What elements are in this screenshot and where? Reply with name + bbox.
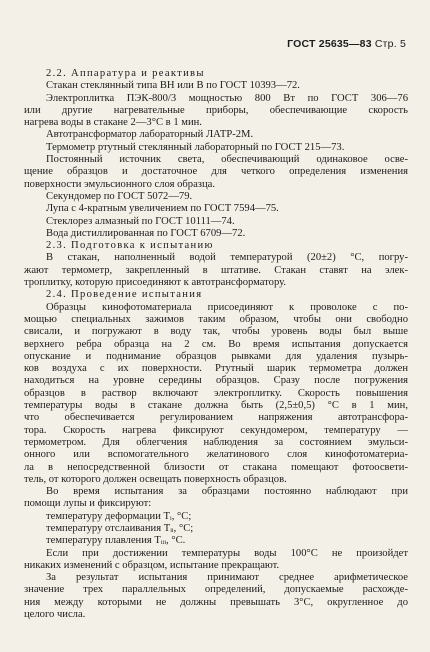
page-number: Стр. 5 <box>374 38 406 50</box>
text-line: находиться на уровне середины образцов. Сразу после погружения <box>24 375 408 387</box>
text-line: Если при достижении температуры воды 100°С не произойдет <box>46 547 408 559</box>
text-line: Во время испытания за образцами постоянно наблюдают при <box>46 486 408 498</box>
text-line: тель, от которого должен освещать поверхность образцов. <box>24 473 287 485</box>
text-line: что обеспечивается регулированием напряжения автотрансфорa- <box>24 412 408 424</box>
text-line: свисали, и погружают в воду так, чтобы уровень воды был выше <box>24 326 408 338</box>
text-line: мощью специальных зажимов таким образом, чтобы они свободно <box>24 313 408 325</box>
text-line: щение образцов и достаточное для четкого определения изменения <box>24 166 408 178</box>
page-header <box>287 38 406 50</box>
text-line: жают термометр, закрепленный в штативе. Стакан ставят на элек- <box>24 264 408 276</box>
text-line: Электроплитка ПЭК-800/3 мощностью 800 Вт по ГОСТ 306—76 <box>46 92 408 104</box>
text-line: температуры воды в стакане должна быть (2,5±0,5) °С в 1 мин, <box>24 400 408 412</box>
text-line: верхнего ребра образца на 2 см. Во время испытания допускается <box>24 338 408 350</box>
text-line: В стакан, наполненный водой температурой (20±2) °С, погру- <box>46 252 408 264</box>
text-line: онного или вспомогательного желатинового слоя кинофотоматериа- <box>24 449 408 461</box>
text-line: троплитку, которую присоединяют к автотрансформатору. <box>24 277 287 289</box>
text-line: Автотрансформатор лабораторный ЛАТР-2М. <box>46 129 254 141</box>
text-line: нагрева воды в стакане 2—3°С в 1 мин. <box>24 117 202 129</box>
text-line: помощи лупы и фиксируют: <box>24 498 152 510</box>
text-line: Лупа с 4-кратным увеличением по ГОСТ 7594—75. <box>46 203 279 215</box>
text-line: За результат испытания принимают среднее арифметическое <box>46 572 408 584</box>
section-heading: 2.2. Аппаратура и реактивы <box>46 68 205 79</box>
text-line: тора. Скорость нагрева фиксируют секундомером, температуру — <box>24 424 408 436</box>
body-text <box>24 68 408 621</box>
text-line: Стеклорез алмазный по ГОСТ 10111—74. <box>46 215 235 227</box>
text-line: температуру деформации Tᵢ, °С; <box>46 510 192 522</box>
text-line: температуру отслаивания Tᵢᵢ, °С; <box>46 522 194 534</box>
standard-number: ГОСТ 25635—83 <box>287 38 372 50</box>
text-line: образцов в раствор включают электроплитку. Скорость повышения <box>24 387 408 399</box>
text-line: никаких изменений с образцом, испытание прекращают. <box>24 559 280 571</box>
text-line: ния между которыми не должны превышать 3°С, округленное до <box>24 596 408 608</box>
text-line: ла в непосредственной близости от стакана помещают фотоосвети- <box>24 461 408 473</box>
text-line: Образцы кинофотоматериала присоединяют к проволоке с по- <box>46 301 408 313</box>
text-line: термометром. Для облегчения наблюдения за состоянием эмульси- <box>24 436 408 448</box>
text-line: Постоянный источник света, обеспечивающий одинаковое осве- <box>46 154 408 166</box>
text-line: опускание и поднимание образцов рывками для удаления пузырь- <box>24 350 408 362</box>
section-heading: 2.4. Проведение испытания <box>46 289 203 301</box>
text-line: значение трех параллельных определений, допускаемые расхожде- <box>24 584 408 596</box>
text-line: Стакан стеклянный типа ВН или В по ГОСТ 10393—72. <box>46 80 300 92</box>
text-line: поверхности эмульсионного слоя образца. <box>24 178 216 190</box>
section-heading: 2.3. Подготовка к испытанию <box>46 240 214 252</box>
text-line: Секундомер по ГОСТ 5072—79. <box>46 190 193 202</box>
text-line: Термометр ртутный стеклянный лабораторный по ГОСТ 215—73. <box>46 141 345 153</box>
text-line: или другие нагревательные приборы, обеспечивающие скорость <box>24 104 408 116</box>
text-line: ков воздуха с их поверхности. Ртутный шарик термометра должен <box>24 363 408 375</box>
text-line: Вода дистиллированная по ГОСТ 6709—72. <box>46 227 246 239</box>
text-line: целого числа. <box>24 609 86 621</box>
text-line: температуру плавления Tᵢᵢᵢ, °С. <box>46 535 186 547</box>
